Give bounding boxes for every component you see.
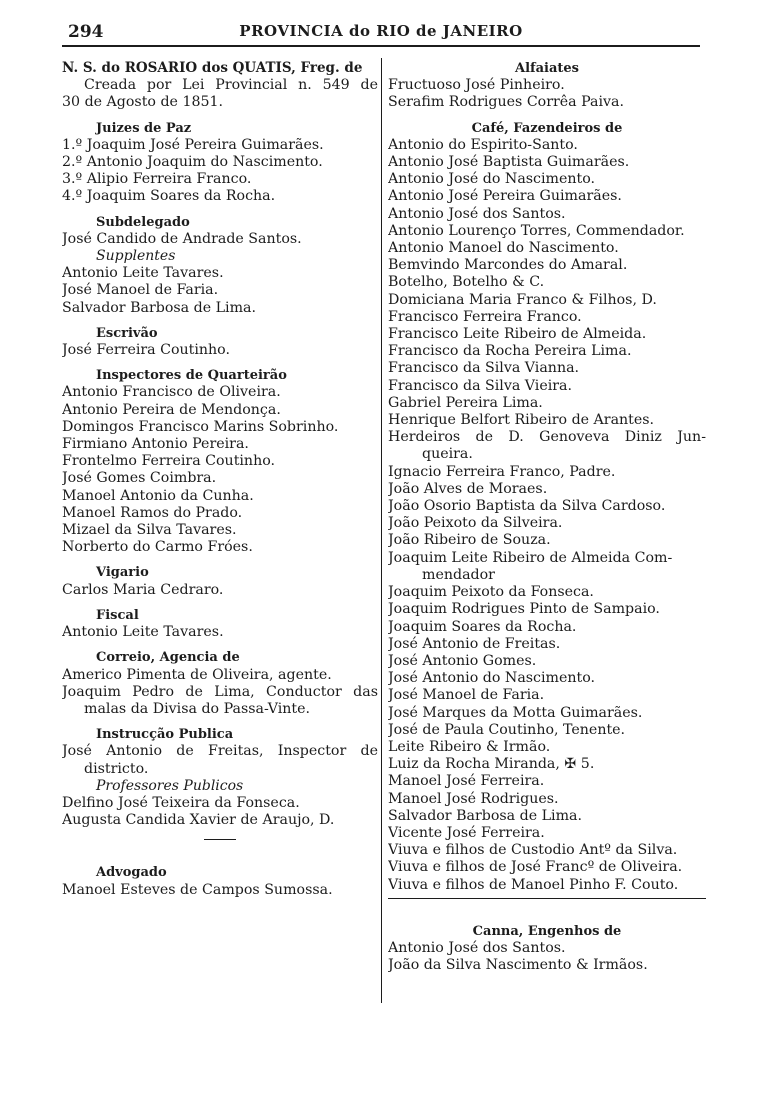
section-divider	[204, 839, 236, 840]
section-heading-professores: Professores Publicos	[96, 777, 244, 794]
list-item: Ignacio Ferreira Franco, Padre.	[388, 463, 616, 480]
list-item: Joaquim Rodrigues Pinto de Sampaio.	[388, 601, 660, 618]
list-item: districto.	[84, 760, 149, 777]
section-heading-fiscal: Fiscal	[96, 607, 139, 623]
list-item: João Alves de Moraes.	[388, 480, 548, 497]
list-item: Americo Pimenta de Oliveira, agente.	[62, 666, 332, 683]
section-heading-inspectores: Inspectores de Quarteirão	[96, 368, 287, 384]
list-item: Manoel José Rodrigues.	[388, 790, 559, 807]
list-item: Leite Ribeiro & Irmão.	[388, 738, 551, 755]
list-item: Antonio José Pereira Guimarães.	[388, 188, 622, 205]
section-heading-escrivao: Escrivão	[96, 325, 158, 341]
list-item: José Antonio de Freitas.	[388, 635, 561, 652]
section-heading-alfaiates: Alfaiates	[515, 61, 579, 76]
list-item: Joaquim Pedro de Lima, Conductor das	[62, 683, 378, 700]
list-item: Botelho, Botelho & C.	[388, 274, 545, 291]
list-item: Antonio do Espirito-Santo.	[388, 136, 578, 153]
list-item: Antonio José Baptista Guimarães.	[388, 154, 630, 171]
section-heading-correio: Correio, Agencia de	[96, 650, 240, 666]
list-item: Francisco Ferreira Franco.	[388, 308, 582, 325]
list-item: Viuva e filhos de Custodio Antº da Silva.	[388, 842, 678, 859]
section-heading-advogado: Advogado	[96, 865, 167, 881]
section-heading-juizes: Juizes de Paz	[96, 120, 192, 136]
list-item: Henrique Belfort Ribeiro de Arantes.	[388, 412, 655, 429]
list-item: Antonio José dos Santos.	[388, 939, 566, 956]
list-item: Francisco Leite Ribeiro de Almeida.	[388, 326, 647, 343]
list-item: Manoel José Ferreira.	[388, 773, 545, 790]
list-item: José Manoel de Faria.	[388, 687, 545, 704]
list-item: queira.	[422, 446, 473, 463]
list-item: Francisco da Rocha Pereira Lima.	[388, 343, 632, 360]
list-item: Salvador Barbosa de Lima.	[62, 299, 257, 316]
left-column	[62, 60, 378, 899]
list-item: Joaquim Leite Ribeiro de Almeida Com-	[388, 549, 673, 566]
list-item: Antonio Leite Tavares.	[62, 624, 224, 641]
creation-line: Creada por Lei Provincial n. 549 de	[84, 77, 378, 94]
list-item: Frontelmo Ferreira Coutinho.	[62, 453, 276, 470]
list-item: João da Silva Nascimento & Irmãos.	[388, 957, 648, 974]
list-item: Antonio Pereira de Mendonça.	[62, 401, 281, 418]
page-number: 294	[68, 22, 104, 42]
section-heading-cafe: Café, Fazendeiros de	[471, 120, 623, 136]
list-item: Joaquim Peixoto da Fonseca.	[388, 584, 594, 601]
list-item: José Ferreira Coutinho.	[62, 342, 230, 359]
list-item: Vicente José Ferreira.	[388, 824, 545, 841]
list-item: Fructuoso José Pinheiro.	[388, 77, 565, 94]
list-item: João Peixoto da Silveira.	[388, 515, 563, 532]
list-item: Domiciana Maria Franco & Filhos, D.	[388, 291, 657, 308]
parish-title: N. S. do ROSARIO dos QUATIS, Freg. de	[62, 60, 363, 76]
list-item: José Candido de Andrade Santos.	[62, 230, 302, 247]
list-item: João Ribeiro de Souza.	[388, 532, 551, 549]
list-item: Francisco da Silva Vianna.	[388, 360, 580, 377]
list-item: 4.º Joaquim Soares da Rocha.	[62, 188, 276, 205]
list-item: José Marques da Motta Guimarães.	[388, 704, 643, 721]
column-divider	[381, 58, 382, 1003]
list-item: Viuva e filhos de Manoel Pinho F. Couto.	[388, 876, 679, 893]
list-item: Antonio Francisco de Oliveira.	[62, 384, 281, 401]
list-item: Joaquim Soares da Rocha.	[388, 618, 577, 635]
list-item: Norberto do Carmo Fróes.	[62, 539, 253, 556]
list-item: Antonio Lourenço Torres, Commendador.	[388, 222, 685, 239]
list-item: José Antonio de Freitas, Inspector de	[62, 743, 378, 760]
header-rule	[62, 45, 700, 47]
list-item: José Manoel de Faria.	[62, 282, 219, 299]
running-title: PROVINCIA do RIO de JANEIRO	[239, 22, 523, 40]
list-item: Luiz da Rocha Miranda, ✠ 5.	[388, 756, 595, 773]
list-item: 1.º Joaquim José Pereira Guimarães.	[62, 136, 324, 153]
list-item: José Gomes Coimbra.	[62, 470, 217, 487]
list-item: Delfino José Teixeira da Fonseca.	[62, 794, 300, 811]
list-item: mendador	[422, 566, 495, 583]
list-item: Antonio Leite Tavares.	[62, 265, 224, 282]
list-item: 2.º Antonio Joaquim do Nascimento.	[62, 154, 323, 171]
list-item: Manoel Antonio da Cunha.	[62, 487, 254, 504]
list-item: Salvador Barbosa de Lima.	[388, 807, 583, 824]
list-item: Bemvindo Marcondes do Amaral.	[388, 257, 628, 274]
list-item: José Antonio Gomes.	[388, 652, 537, 669]
list-item: Augusta Candida Xavier de Araujo, D.	[62, 812, 335, 829]
list-item: Domingos Francisco Marins Sobrinho.	[62, 418, 339, 435]
list-item: Antonio José dos Santos.	[388, 205, 566, 222]
list-item: malas da Divisa do Passa-Vinte.	[84, 700, 311, 717]
list-item: Serafim Rodrigues Corrêa Paiva.	[388, 94, 625, 111]
right-column	[388, 60, 706, 974]
creation-line: 30 de Agosto de 1851.	[62, 94, 224, 111]
section-heading-canna: Canna, Engenhos de	[472, 923, 622, 939]
page-header	[62, 18, 700, 48]
section-heading-supplentes: Supplentes	[96, 248, 176, 265]
section-heading-instrucao: Instrucção Publica	[96, 727, 234, 743]
list-item: Herdeiros de D. Genoveva Diniz Jun-	[388, 429, 706, 446]
list-item: Manoel Esteves de Campos Sumossa.	[62, 881, 333, 898]
list-item: Mizael da Silva Tavares.	[62, 522, 237, 539]
list-item: Manoel Ramos do Prado.	[62, 504, 243, 521]
list-item: José de Paula Coutinho, Tenente.	[388, 721, 626, 738]
section-heading-vigario: Vigario	[96, 565, 149, 581]
list-item: João Osorio Baptista da Silva Cardoso.	[388, 498, 666, 515]
list-item: Carlos Maria Cedraro.	[62, 581, 224, 598]
list-item: Viuva e filhos de José Francº de Oliveira.	[388, 859, 683, 876]
list-item: Francisco da Silva Vieira.	[388, 377, 573, 394]
list-item: Antonio Manoel do Nascimento.	[388, 240, 619, 257]
list-item: Firmiano Antonio Pereira.	[62, 436, 249, 453]
list-item: 3.º Alipio Ferreira Franco.	[62, 171, 252, 188]
list-item: José Antonio do Nascimento.	[388, 670, 596, 687]
list-item: Antonio José do Nascimento.	[388, 171, 596, 188]
list-item: Gabriel Pereira Lima.	[388, 394, 543, 411]
section-heading-subdelegado: Subdelegado	[96, 214, 190, 230]
